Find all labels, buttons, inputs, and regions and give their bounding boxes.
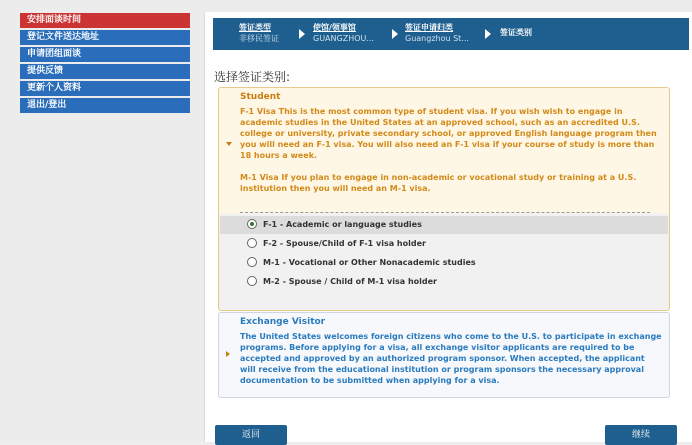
sidebar-item-feedback[interactable]: 提供反馈	[20, 64, 190, 79]
radio-icon[interactable]	[247, 238, 257, 248]
radio-option-f1[interactable]	[247, 218, 422, 232]
breadcrumb-step-visa-class	[500, 22, 570, 46]
radio-option-f2[interactable]	[247, 237, 426, 251]
radio-icon[interactable]	[247, 276, 257, 286]
chevron-right-icon	[392, 29, 398, 39]
sidebar-item-update-profile[interactable]: 更新个人资料	[20, 81, 190, 96]
sidebar-item-delivery-address[interactable]: 登记文件送达地址	[20, 30, 190, 45]
student-panel	[218, 87, 670, 311]
radio-option-label: F-2 - Spouse/Child of F-1 visa holder	[263, 239, 426, 248]
expand-caret-icon[interactable]	[226, 351, 230, 357]
expand-caret-icon[interactable]	[226, 142, 232, 146]
sidebar-item-logout[interactable]: 退出/登出	[20, 98, 190, 113]
main-content	[204, 12, 692, 442]
breadcrumb-step-title: 签证申请归类	[405, 23, 453, 32]
radio-option-label: M-2 - Spouse / Child of M-1 visa holder	[263, 277, 437, 286]
breadcrumb-step-value: Guangzhou St...	[405, 34, 469, 43]
back-button[interactable]: 返回	[215, 425, 287, 445]
student-panel-title: Student	[240, 92, 281, 102]
breadcrumb-step-title: 签证类型	[239, 23, 271, 32]
chevron-right-icon	[299, 29, 305, 39]
sidebar-item-schedule-interview[interactable]: 安排面谈时间	[20, 13, 190, 28]
f1-description: F-1 Visa This is the most common type of student visa. If you wish wish to engage in academic studies in the United States at an approved school, such as an accredited U.S. college or university, private secondary school, or approved English language program then you will need an F-1 visa. You will also need an F-1 visa if your course of study is more than 18 hours a week.	[240, 107, 657, 160]
breadcrumb-step-visa-type[interactable]	[239, 22, 301, 46]
radio-icon[interactable]	[247, 257, 257, 267]
continue-button[interactable]: 继续	[605, 425, 677, 445]
chevron-right-icon	[485, 29, 491, 39]
exchange-description: The United States welcomes foreign citizens who come to the U.S. to participate in exchange programs. Before applying for a visa, all exchange visitor applicants are required to be accepted and approved by an authorized program sponsor. When accepted, the applicant will receive from the educational institution or program sponsors the necessary approval documentation to be submitted when applying for a visa.	[240, 332, 662, 385]
radio-option-m2[interactable]	[247, 275, 437, 289]
radio-checked-icon[interactable]	[247, 219, 257, 229]
exchange-visitor-panel[interactable]	[218, 312, 670, 398]
divider	[240, 212, 650, 213]
radio-option-m1[interactable]	[247, 256, 476, 270]
radio-option-label: M-1 - Vocational or Other Nonacademic studies	[263, 258, 476, 267]
radio-option-label: F-1 - Academic or language studies	[263, 220, 422, 229]
exchange-panel-title: Exchange Visitor	[240, 317, 326, 327]
breadcrumb-step-value: 非移民签证	[239, 34, 279, 43]
breadcrumb-step-consulate[interactable]	[313, 22, 383, 46]
student-description	[240, 106, 662, 194]
breadcrumb-step-value: GUANGZHOU...	[313, 34, 374, 43]
page-title: 选择签证类别:	[214, 70, 291, 84]
sidebar-nav	[20, 13, 190, 115]
breadcrumb-step-title: 签证类别	[500, 28, 532, 37]
breadcrumb-step-title: 使馆/领事馆	[313, 23, 356, 32]
sidebar-item-group-interview[interactable]: 申请团组面谈	[20, 47, 190, 62]
m1-description: M-1 Visa If you plan to engage in non-academic or vocational study or training at a U.S. institution then you will need an M-1 visa.	[240, 173, 637, 193]
breadcrumb	[213, 18, 689, 50]
breadcrumb-step-category-group[interactable]	[405, 22, 479, 46]
